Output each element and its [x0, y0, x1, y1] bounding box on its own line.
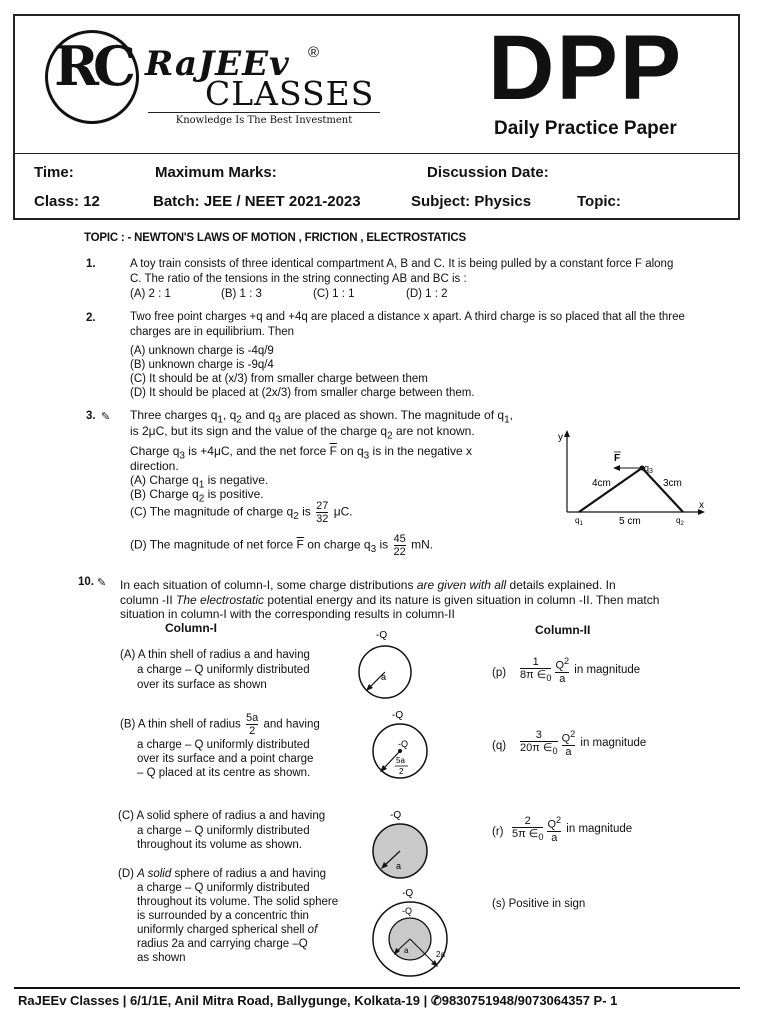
- footer-rule: [14, 987, 740, 989]
- q10-line1: In each situation of column-I, some charge distributions are given with all details explained. In: [120, 578, 616, 592]
- col2-q-label: (q): [492, 740, 507, 752]
- q3-marker-icon: ✎: [101, 411, 111, 423]
- svg-text:2a: 2a: [436, 950, 445, 959]
- col1-b-line1: (B) A thin shell of radius $\frac{5a}{2}$ and having: [120, 712, 320, 737]
- diagram-c-solid-sphere: [362, 808, 432, 883]
- footer: RaJEEv Classes | 6/1/1E, Anil Mitra Road, Ballygunge, Kolkata-19 | ✆9830751948/9073064357 P- 1: [18, 993, 618, 1008]
- col1-d-line4: is surrounded by a concentric thin: [137, 910, 309, 922]
- class-label: Class: 12: [34, 193, 100, 210]
- fig-side-5cm: 5 cm: [619, 516, 641, 527]
- brand-name: RaJEEv: [145, 44, 290, 84]
- q1-number: 1.: [86, 258, 96, 270]
- svg-text:-Q: -Q: [376, 630, 388, 641]
- col2-p-label: (p): [492, 667, 507, 679]
- svg-text:-Q: -Q: [402, 906, 412, 916]
- col1-c-line2: a charge – Q uniformly distributed: [137, 825, 310, 837]
- q3-option-d: (D) The magnitude of net force $\overline{F}$ on charge $q_3$ is $\frac{45}{22}$ mN.: [130, 533, 434, 558]
- fig-force-label: F: [614, 453, 621, 464]
- tagline-rule: [148, 112, 380, 113]
- q3-option-b: (B) Charge $q_2$ is positive.: [130, 487, 264, 505]
- q2-line1: Two free point charges +q and +4q are placed a distance x apart. A third charge is so placed that all the three: [130, 311, 685, 323]
- svg-text:-Q: -Q: [398, 739, 408, 749]
- header-divider: [13, 153, 740, 154]
- col2-r-expression: $\frac{2}{5\pi \in_0}$ $\frac{Q^2}{a}$ in magnitude: [512, 814, 633, 844]
- q10-line3: situation in column-I with the corresponding results in column-II: [120, 607, 455, 621]
- q2-option-c: (C) It should be at (x/3) from smaller charge between them: [130, 373, 428, 385]
- time-label: Time:: [34, 164, 74, 181]
- dpp-subtitle: Daily Practice Paper: [494, 118, 677, 139]
- logo-monogram: RC: [54, 34, 130, 98]
- svg-text:a: a: [404, 946, 409, 955]
- q10-line2: column -II The electrostatic potential energy and its nature is given situation in column -II. Then match: [120, 593, 660, 607]
- q1-option-a: (A) 2 : 1: [130, 288, 171, 300]
- fig-q3: $q_3$: [644, 463, 653, 475]
- q3-option-a: (A) Charge $q_1$ is negative.: [130, 473, 269, 491]
- q3-line4: direction.: [130, 459, 179, 473]
- diagram-d-sphere-in-shell: [366, 884, 456, 980]
- q2-option-b: (B) unknown charge is -9q/4: [130, 359, 274, 371]
- col1-c-line1: (C) A solid sphere of radius a and having: [118, 810, 326, 822]
- q3-line3: Charge $q_3$ is +4μC, and the net force $\overline{F}$ on $q_3$ is in the negative x: [130, 444, 472, 462]
- max-marks-label: Maximum Marks:: [155, 164, 277, 181]
- col2-r-label: (r): [492, 826, 504, 838]
- tagline: Knowledge Is The Best Investment: [175, 115, 353, 126]
- q10-marker-icon: ✎: [97, 577, 107, 589]
- dpp-title: DPP: [488, 17, 684, 119]
- svg-text:-Q: -Q: [392, 710, 404, 721]
- svg-text:5a: 5a: [396, 756, 405, 765]
- col1-d-line5: uniformly charged spherical shell of: [137, 924, 318, 936]
- q3-figure: [555, 428, 715, 528]
- svg-text:2: 2: [399, 767, 404, 776]
- col1-a-line3: over its surface as shown: [137, 679, 267, 691]
- q2-option-d: (D) It should be placed at (2x/3) from smaller charge between them.: [130, 387, 475, 399]
- diagram-a-thin-shell: [350, 628, 420, 703]
- column-1-heading: Column-I: [165, 621, 217, 635]
- col1-b-line4: – Q placed at its centre as shown.: [137, 767, 311, 779]
- col1-b-line3: over its surface and a point charge: [137, 753, 314, 765]
- svg-text:a: a: [381, 672, 387, 682]
- svg-text:a: a: [396, 861, 402, 871]
- topic-label: Topic:: [577, 193, 621, 210]
- q2-number: 2.: [86, 312, 96, 324]
- column-2-heading: Column-II: [535, 623, 591, 637]
- col1-d-line2: a charge – Q uniformly distributed: [137, 882, 310, 894]
- q2-line2: charges are in equilibrium. Then: [130, 326, 295, 338]
- col1-b-line2: a charge – Q uniformly distributed: [137, 739, 310, 751]
- batch-label: Batch: JEE / NEET 2021-2023: [153, 193, 361, 210]
- q3-number: 3.: [86, 410, 96, 422]
- q1-option-d: (D) 1 : 2: [406, 288, 448, 300]
- q3-option-c: (C) The magnitude of charge $q_2$ is $\frac{27}{32}$ μC.: [130, 500, 353, 525]
- q1-line1: A toy train consists of three identical compartment A, B and C. It is being pulled by a constant force F along: [130, 258, 674, 270]
- col1-d-line6: radius 2a and carrying charge –Q: [137, 938, 308, 950]
- col2-p-expression: $\frac{1}{8\pi \in_0}$ $\frac{Q^2}{a}$ in magnitude: [520, 655, 641, 685]
- q2-option-a: (A) unknown charge is -4q/9: [130, 345, 274, 357]
- diagram-b-shell-with-charge: [362, 706, 432, 786]
- discussion-date-label: Discussion Date:: [427, 164, 549, 181]
- fig-side-4cm: 4cm: [592, 478, 611, 489]
- svg-text:-Q: -Q: [390, 810, 402, 821]
- q3-line2: is 2μC, but its sign and the value of the charge $q_2$ are not known.: [130, 424, 475, 442]
- col2-q-expression: $\frac{3}{20\pi \in_0}$ $\frac{Q^2}{a}$ in magnitude: [520, 728, 647, 758]
- subject-label: Subject: Physics: [411, 193, 532, 210]
- topic-line: TOPIC : - NEWTON'S LAWS OF MOTION , FRICTION , ELECTROSTATICS: [84, 232, 466, 244]
- col1-c-line3: throughout its volume as shown.: [137, 839, 302, 851]
- q1-line2: C. The ratio of the tensions in the string connecting AB and BC is :: [130, 273, 467, 285]
- svg-text:-Q: -Q: [402, 888, 414, 899]
- fig-side-3cm: 3cm: [663, 478, 682, 489]
- col1-d-line7: as shown: [137, 952, 186, 964]
- q1-option-b: (B) 1 : 3: [221, 288, 262, 300]
- q1-option-c: (C) 1 : 1: [313, 288, 355, 300]
- q10-number: 10.: [78, 576, 94, 588]
- fig-x-label: x: [699, 500, 704, 511]
- brand-classes: CLASSES: [205, 74, 375, 113]
- q3-line1: Three charges $q_1$, $q_2$ and $q_3$ are placed as shown. The magnitude of $q_1$,: [130, 408, 513, 426]
- col1-a-line1: (A) A thin shell of radius a and having: [120, 649, 310, 661]
- fig-q1: $q_1$: [575, 516, 583, 527]
- fig-q2: $q_2$: [676, 516, 684, 527]
- col2-s: (s) Positive in sign: [492, 898, 586, 910]
- col1-d-line3: throughout its volume. The solid sphere: [137, 896, 339, 908]
- registered-mark: ®: [308, 44, 320, 61]
- fig-y-label: y: [558, 432, 563, 443]
- col1-d-line1: (D) A solid sphere of radius a and having: [118, 868, 326, 880]
- col1-a-line2: a charge – Q uniformly distributed: [137, 664, 310, 676]
